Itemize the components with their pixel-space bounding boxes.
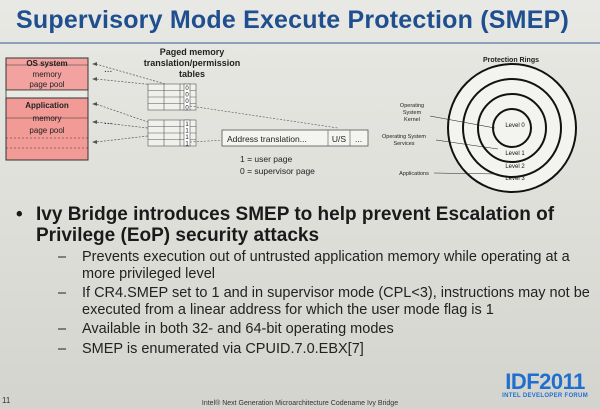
sub-bullet-text: SMEP is enumerated via CPUID.7.0.EBX[7] bbox=[82, 340, 364, 357]
page-table-bottom bbox=[148, 120, 196, 146]
arrow-heads bbox=[92, 62, 97, 144]
ring-level-2: Level 2 bbox=[505, 164, 525, 170]
os-box-title: OS system bbox=[26, 59, 68, 68]
sub-bullet-text: Prevents execution out of untrusted application memory while operating at a more privileged level bbox=[82, 249, 570, 282]
svg-text:0: 0 bbox=[185, 105, 189, 112]
sub-bullet: – Available in both 32- and 64-bit operating modes bbox=[58, 321, 394, 337]
ellipsis-bottom: ... bbox=[104, 116, 113, 127]
bullet-dot: • bbox=[16, 204, 23, 225]
translation-box bbox=[222, 130, 368, 146]
sub-bullet-text: If CR4.SMEP set to 1 and in supervisor mode (CPL<3), instructions may not be executed from a linear address for which the user mode flag is 1 bbox=[82, 285, 590, 318]
tables-label-line3: tables bbox=[178, 69, 206, 79]
sub-bullet: – SMEP is enumerated via CPUID.7.0.EBX[7] bbox=[58, 340, 364, 357]
tables-label-line1: Paged memory bbox=[159, 47, 225, 57]
page-table-top bbox=[148, 84, 196, 110]
svg-text:0: 0 bbox=[185, 92, 189, 99]
services-label-2: Services bbox=[393, 141, 415, 147]
os-box-line2: memory bbox=[32, 70, 62, 79]
us-field: U/S bbox=[331, 134, 347, 144]
slide-footer: Intel® Next Generation Microarchitecture Codename Ivy Bridge bbox=[201, 400, 399, 407]
ellipsis-top: ... bbox=[104, 64, 113, 75]
legend-user: 1 = user page bbox=[240, 154, 293, 164]
slide-title: Supervisory Mode Execute Protection (SMEP) bbox=[16, 6, 569, 34]
svg-text:1: 1 bbox=[185, 128, 189, 135]
services-label-1: Operating System bbox=[381, 134, 427, 140]
main-bullet-text: Ivy Bridge introduces SMEP to help prevent Escalation of Privilege (EoP) security attacks bbox=[36, 204, 555, 246]
logo-sub: INTEL DEVELOPER FORUM bbox=[502, 393, 588, 399]
svg-text:1: 1 bbox=[185, 141, 189, 148]
bit-link-top bbox=[190, 106, 338, 128]
ring-level-3: Level 3 bbox=[505, 176, 525, 182]
sub-bullet: – If CR4.SMEP set to 1 and in supervisor mode (CPL<3), instructions may not be executed from a linear address for which the user mode flag is 1 bbox=[58, 285, 590, 318]
main-bullet bbox=[14, 204, 594, 246]
legend-supervisor: 0 = supervisor page bbox=[240, 166, 315, 176]
smep-diagram bbox=[0, 44, 600, 194]
ring-level-1: Level 1 bbox=[505, 151, 525, 157]
os-memory-box bbox=[6, 58, 88, 90]
os-box-line3: page pool bbox=[29, 80, 65, 89]
app-box-title: Application bbox=[25, 101, 69, 110]
logo-main: IDF2011 bbox=[505, 369, 585, 394]
apps-label: Applications bbox=[399, 171, 429, 177]
tables-label-line2: translation/permission bbox=[143, 58, 241, 68]
ring-level-0: Level 0 bbox=[505, 123, 525, 129]
kernel-label-1: Operating bbox=[399, 103, 425, 109]
svg-text:0: 0 bbox=[185, 86, 189, 92]
bullet-list bbox=[14, 204, 594, 357]
translation-text: Address translation... bbox=[227, 134, 307, 144]
sub-bullet: – Prevents execution out of untrusted application memory while operating at a more privileged level bbox=[58, 249, 570, 282]
kernel-label-3: Kernel bbox=[404, 117, 420, 123]
svg-text:1: 1 bbox=[185, 135, 189, 141]
idf-logo bbox=[502, 371, 588, 399]
app-box-line3: page pool bbox=[29, 126, 65, 135]
ring-labels bbox=[382, 103, 429, 177]
protection-rings bbox=[448, 57, 576, 192]
app-box-line2: memory bbox=[32, 114, 62, 123]
svg-text:0: 0 bbox=[185, 99, 189, 105]
translation-more: ... bbox=[355, 134, 363, 144]
kernel-label-2: System bbox=[402, 110, 422, 116]
memory-gap-box bbox=[6, 90, 88, 98]
page-number: 11 bbox=[2, 396, 11, 405]
rings-title: Protection Rings bbox=[482, 57, 540, 64]
svg-text:1: 1 bbox=[185, 122, 189, 128]
app-memory-box bbox=[6, 98, 88, 160]
sub-bullet-text: Available in both 32- and 64-bit operating modes bbox=[82, 321, 394, 337]
